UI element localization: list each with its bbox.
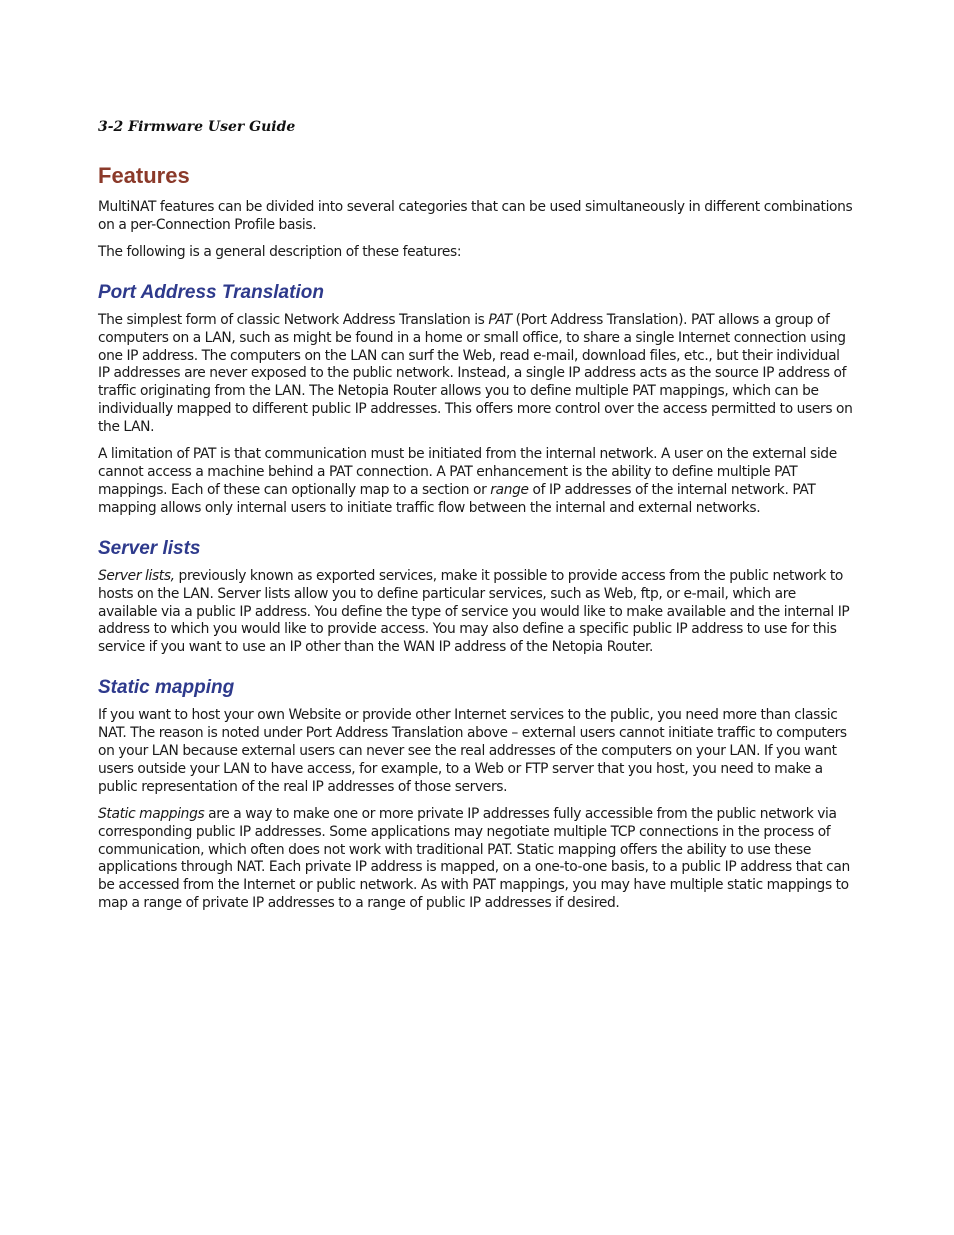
server-lists-heading: Server lists bbox=[98, 537, 201, 559]
server-lists-paragraph bbox=[98, 568, 854, 658]
intro-paragraph-1: MultiNAT features can be divided into several categories that can be used simultaneously in different combinations on a per-Connection Profile basis. bbox=[98, 199, 853, 233]
server-lists-text: previously known as exported services, make it possible to provide access from the public network to hosts on the LAN. Server lists allow you to define particular services, such as Web, ftp, or e-mail, which are available via a public IP address. You define the type of service you would like to make available and the internal IP address to which you would like to provide access. You may also define a specific public IP address to use for this service if you want to use an IP other than the WAN IP address of the Netopia Router. bbox=[98, 567, 850, 656]
pat-p1-text-b: (Port Address Translation). PAT allows a group of computers on a LAN, such as might be found in a home or small office, to share a single Internet connection using one IP address. The computers on the LAN can surf the Web, read e-mail, download files, etc., but their individual IP addresses are never exposed to the public network. Instead, a single IP address acts as the source IP address of traffic originating from the LAN. The Netopia Router allows you to define multiple PAT mappings, which can be individually mapped to different public IP addresses. This offers more control over the access permitted to users on the LAN. bbox=[98, 311, 853, 436]
pat-p1-emphasis: PAT bbox=[488, 311, 512, 328]
static-mapping-text: are a way to make one or more private IP addresses fully accessible from the public network via corresponding public IP addresses. Some applications may negotiate multiple TCP connections in the process of communication, which often does not work with traditional PAT. Static mapping offers the ability to use these applications through NAT. Each private IP address is mapped, on a one-to-one basis, to a public IP address that can be accessed from the Internet or public network. As with PAT mappings, you may have multiple static mappings to map a range of private IP addresses to a range of public IP addresses if desired. bbox=[98, 805, 850, 912]
static-mapping-paragraph-1: If you want to host your own Website or provide other Internet services to the public, you need more than classic NAT. The reason is noted under Port Address Translation above – external users cannot initiate traffic to computers on your LAN because external users can never see the real addresses of the computers on your LAN. If you want users outside your LAN to have access, for example, to a Web or FTP server that you host, you need to make a public representation of the real IP addresses of those servers. bbox=[98, 707, 847, 795]
running-head: 3-2 Firmware User Guide bbox=[98, 119, 296, 135]
server-lists-emphasis: Server lists, bbox=[98, 567, 175, 584]
intro-paragraph-2: The following is a general description of these features: bbox=[98, 243, 462, 260]
pat-paragraph-1 bbox=[98, 312, 854, 437]
static-mapping-heading: Static mapping bbox=[98, 677, 235, 699]
static-mapping-paragraph-2 bbox=[98, 806, 854, 913]
static-mapping-emphasis: Static mappings bbox=[98, 805, 205, 822]
pat-p2-text-a: A limitation of PAT is that communication must be initiated from the internal network. A user on the external side cannot access a machine behind a PAT connection. A PAT enhancement is the ability to define multiple PAT mappings. Each of these can optionally map to a section or bbox=[98, 446, 837, 498]
section-title: Features bbox=[98, 163, 190, 188]
pat-p1-text-a: The simplest form of classic Network Address Translation is bbox=[98, 311, 489, 328]
pat-p2-text-b: of IP addresses of the internal network. PAT mapping allows only internal users to initiate traffic flow between the internal and external networks. bbox=[98, 481, 816, 516]
content-flow bbox=[98, 199, 854, 922]
pat-paragraph-2 bbox=[98, 446, 854, 518]
pat-heading: Port Address Translation bbox=[98, 281, 324, 303]
pat-p2-emphasis: range bbox=[490, 481, 529, 498]
